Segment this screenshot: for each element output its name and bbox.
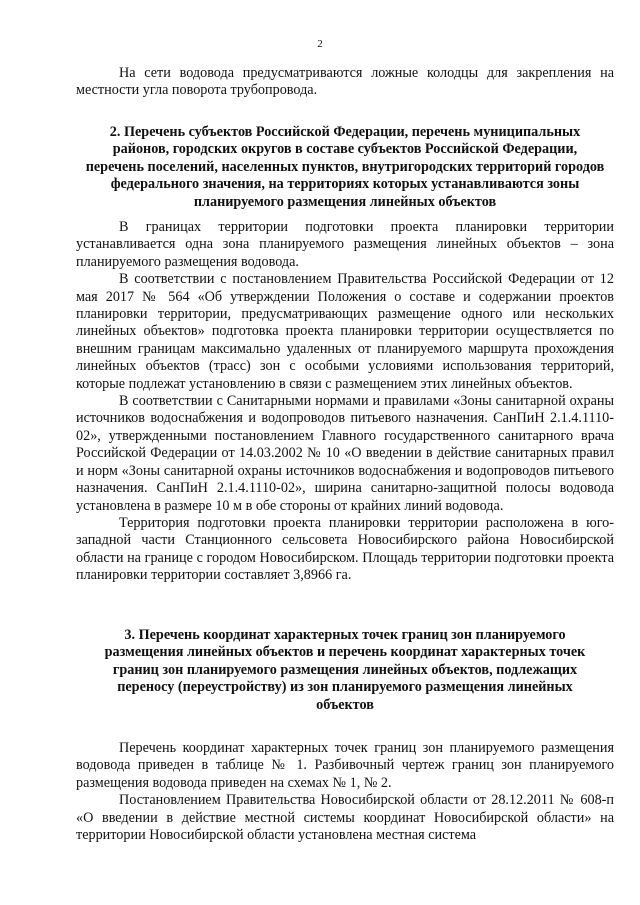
section-3-body <box>76 740 614 844</box>
section-2-paragraph: В соответствии с Санитарными нормами и правилами «Зоны санитарной охраны источников водоснабжения и водопроводов питьевого назначения. СанПиН 2.1.4.1110-02», утвержденными постановлением Главного государственного санитарного врача Российской Федерации от 14.03.2002 № 10 «О введении в действие санитарных правил и норм «Зоны санитарной охраны источников водоснабжения и водопроводов питьевого назначения. СанПиН 2.1.4.1110-02», ширина санитарно-защитной полосы водовода установлена в размере 10 м в обе стороны от крайних линий водовода. <box>76 393 614 514</box>
section-2-heading: 2. Перечень субъектов Российской Федерации, перечень муниципальных районов, городских округов в составе субъектов Российской Федерации, перечень поселений, населенных пунктов, внутригородских территорий городов федерального значения, на территориях которых устанавливаются зоны планируемого размещения линейных объектов <box>85 124 605 210</box>
section-3-heading: 3. Перечень координат характерных точек границ зон планируемого размещения линейных объектов и перечень координат характерных точек границ зон планируемого размещения линейных объектов, подлежащих переносу (переустройству) из зон планируемого размещения линейных объектов <box>104 627 586 713</box>
section-2-heading-block <box>82 124 608 211</box>
section-2-body <box>76 219 614 585</box>
page-number: 2 <box>317 38 323 50</box>
section-3-paragraph: Постановлением Правительства Новосибирской области от 28.12.2011 № 608-п «О введении в действие местной системы координат Новосибирской области» на территории Новосибирской области установлена местная система <box>76 792 614 844</box>
section-3-paragraph: Перечень координат характерных точек границ зон планируемого размещения водовода приведен в таблице № 1. Разбивочный чертеж границ зон планируемого размещения водовода приведен на схемах № 1, № 2. <box>76 740 614 791</box>
section-2-paragraph: В соответствии с постановлением Правительства Российской Федерации от 12 мая 2017 № 564 «Об утверждении Положения о составе и содержании проектов планировки территории, предусматривающих размещение одного или нескольких линейных объектов» подготовка проекта планировки территории осуществляется по внешним границам максимально удаленных от планируемого маршрута прохождения линейных объектов (трасс) зон с особыми условиями использования территорий, которые подлежат установлению в связи с размещением этих линейных объектов. <box>76 271 614 392</box>
section-3-heading-block <box>88 627 602 714</box>
intro-paragraph: На сети водовода предусматриваются ложные колодцы для закрепления на местности угла поворота трубопровода. <box>76 65 614 99</box>
section-2-paragraph: В границах территории подготовки проекта планировки территории устанавливается одна зона планируемого размещения линейных объектов – зона планируемого размещения водовода. <box>76 219 614 270</box>
intro-block <box>76 65 614 100</box>
section-2-paragraph: Территория подготовки проекта планировки территории расположена в юго-западной части Станционного сельсовета Новосибирского района Новосибирской области на границе с городом Новосибирском. Площадь территории подготовки проекта планировки территории составляет 3,8966 га. <box>76 514 614 584</box>
